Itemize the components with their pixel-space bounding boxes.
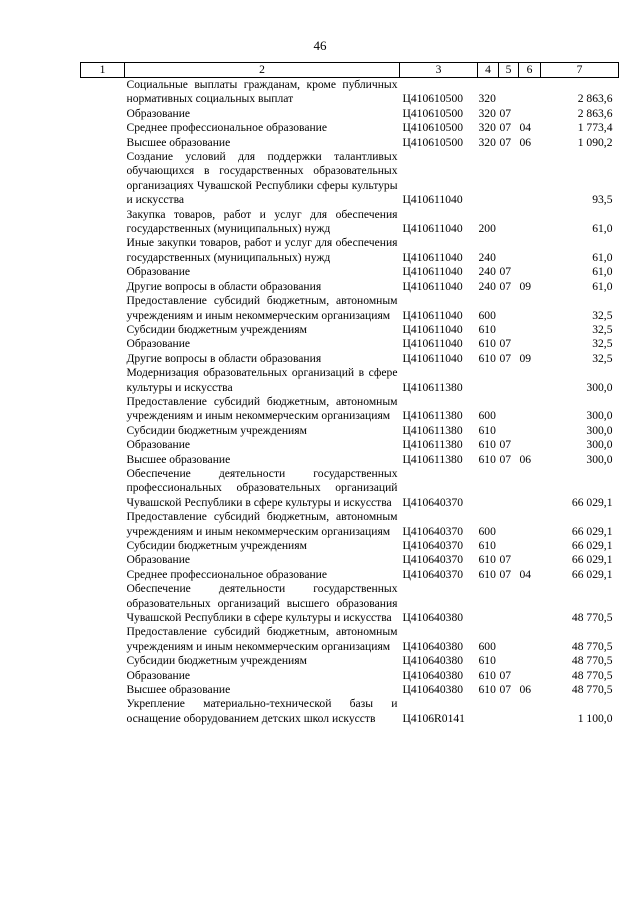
row-section: 07: [499, 553, 512, 567]
table-row: [81, 625, 619, 654]
row-section: [499, 625, 519, 654]
header-col-2: 2: [125, 63, 400, 78]
row-empty-cell: [81, 697, 125, 726]
row-section: 07: [499, 438, 512, 452]
row-amount: 2 863,6: [577, 106, 613, 120]
row-subsection: [519, 323, 541, 337]
row-target-code: Ц410640380: [402, 683, 464, 697]
table-row: [81, 568, 619, 582]
row-name: Высшее образование: [126, 135, 231, 149]
row-section: [499, 294, 519, 323]
row-name: Субсидии бюджетным учреждениям: [126, 322, 307, 336]
row-empty-cell: [81, 553, 125, 567]
row-amount: 66 029,1: [571, 495, 613, 509]
row-target-code: Ц410611040: [402, 322, 463, 336]
row-subsection: [519, 236, 541, 265]
row-subsection: [519, 78, 541, 107]
row-target-code: Ц410611380: [402, 423, 463, 437]
row-expense-type: 600: [478, 409, 496, 423]
row-empty-cell: [81, 654, 125, 668]
row-amount: 48 770,5: [571, 639, 613, 653]
row-empty-cell: [81, 467, 125, 510]
row-section: 07: [499, 265, 512, 279]
row-amount: 66 029,1: [571, 539, 613, 552]
row-name: Создание условий для поддержки талантливых обучающихся в государственных образовательных организациях Чувашской Республики сферы культуры и искусства: [126, 150, 398, 207]
row-section: [499, 467, 519, 510]
row-expense-type: 320: [478, 92, 496, 106]
row-target-code: Ц410611040: [402, 337, 463, 351]
row-target-code: Ц410611040: [402, 265, 463, 279]
table-row: [81, 352, 619, 366]
row-subsection: [519, 539, 541, 553]
row-amount: 32,5: [592, 337, 613, 351]
row-empty-cell: [81, 337, 125, 351]
table-row: [81, 395, 619, 424]
row-name: Модернизация образовательных организаций в сфере культуры и искусства: [126, 366, 398, 394]
row-empty-cell: [81, 395, 125, 424]
row-target-code: Ц410610500: [402, 121, 464, 135]
row-target-code: Ц410640380: [402, 639, 464, 653]
row-empty-cell: [81, 438, 125, 452]
row-expense-type: 610: [478, 351, 496, 365]
row-subsection: 04: [519, 121, 532, 135]
row-expense-type: 610: [478, 668, 496, 682]
table-row: [81, 669, 619, 683]
table-row: [81, 78, 619, 107]
header-col-3: 3: [400, 63, 478, 78]
row-empty-cell: [81, 669, 125, 683]
row-amount: 61,0: [592, 279, 613, 293]
row-amount: 48 770,5: [571, 683, 613, 697]
row-section: [499, 208, 519, 237]
row-name: Субсидии бюджетным учреждениям: [126, 654, 307, 668]
row-section: [499, 424, 519, 438]
row-subsection: [519, 150, 541, 208]
row-amount: 93,5: [592, 193, 613, 207]
table-row: [81, 539, 619, 553]
row-amount: 61,0: [592, 222, 613, 236]
row-subsection: [519, 424, 541, 438]
row-empty-cell: [81, 625, 125, 654]
table-row: [81, 265, 619, 279]
row-empty-cell: [81, 78, 125, 107]
row-amount: 66 029,1: [571, 567, 613, 581]
row-expense-type: 320: [478, 121, 496, 135]
row-section: [499, 582, 519, 625]
page-number: 46: [313, 38, 327, 53]
row-amount: 2 863,6: [577, 92, 613, 106]
row-expense-type: 320: [478, 106, 496, 120]
row-empty-cell: [81, 683, 125, 697]
row-name: Высшее образование: [126, 452, 231, 466]
row-amount: 61,0: [592, 265, 613, 279]
header-col-6: 6: [519, 63, 541, 78]
row-name: Иные закупки товаров, работ и услуг для обеспечения государственных (муниципальных) нужд: [126, 236, 398, 264]
row-section: [499, 366, 519, 395]
row-name: Другие вопросы в области образования: [126, 279, 322, 293]
row-name: Предоставление субсидий бюджетным, автономным учреждениям и иным некоммерческим организациям: [126, 510, 398, 538]
row-target-code: Ц410640370: [402, 539, 464, 552]
row-name: Обеспечение деятельности государственных образовательных организаций высшего образования Чувашской Республики в сфере культуры и искусства: [126, 582, 398, 625]
row-amount: 32,5: [592, 351, 613, 365]
row-subsection: [519, 553, 541, 567]
row-subsection: [519, 208, 541, 237]
row-subsection: [519, 294, 541, 323]
row-subsection: 06: [519, 683, 532, 697]
row-empty-cell: [81, 107, 125, 121]
row-target-code: Ц410611380: [402, 452, 463, 466]
row-subsection: [519, 654, 541, 668]
row-name: Предоставление субсидий бюджетным, автономным учреждениям и иным некоммерческим организациям: [126, 625, 398, 653]
row-section: [499, 654, 519, 668]
row-section: [499, 697, 519, 726]
row-section: [499, 78, 519, 107]
row-amount: 1 773,4: [577, 121, 613, 135]
row-subsection: 06: [519, 135, 532, 149]
row-section: [499, 323, 519, 337]
table-row: [81, 107, 619, 121]
row-section: 07: [499, 121, 512, 135]
row-name: Социальные выплаты гражданам, кроме публичных нормативных социальных выплат: [126, 78, 398, 106]
row-empty-cell: [81, 510, 125, 539]
row-target-code: Ц410640370: [402, 553, 464, 567]
row-name: Образование: [126, 668, 191, 682]
header-col-5: 5: [499, 63, 519, 78]
row-subsection: [519, 107, 541, 121]
row-expense-type: 240: [478, 250, 496, 264]
row-amount: 1 100,0: [577, 711, 613, 725]
table-header-row: [81, 63, 619, 78]
row-section: 07: [499, 668, 512, 682]
row-empty-cell: [81, 136, 125, 150]
row-subsection: [519, 337, 541, 351]
row-section: 07: [499, 135, 512, 149]
table-row: [81, 323, 619, 337]
row-amount: 48 770,5: [571, 611, 613, 625]
row-section: [499, 539, 519, 553]
row-target-code: Ц410611040: [402, 308, 463, 322]
row-name: Среднее профессиональное образование: [126, 121, 328, 135]
row-section: 07: [499, 452, 512, 466]
table-row: [81, 467, 619, 510]
row-target-code: Ц410611380: [402, 409, 463, 423]
row-section: [499, 395, 519, 424]
row-subsection: [519, 265, 541, 279]
row-name: Другие вопросы в области образования: [126, 351, 322, 365]
row-target-code: Ц410611040: [402, 250, 463, 264]
table-row: [81, 654, 619, 668]
row-empty-cell: [81, 265, 125, 279]
row-expense-type: 610: [478, 539, 496, 552]
row-expense-type: 610: [478, 322, 496, 336]
row-empty-cell: [81, 208, 125, 237]
row-target-code: Ц410611380: [402, 380, 463, 394]
row-expense-type: 610: [478, 337, 496, 351]
row-target-code: Ц410640380: [402, 611, 464, 625]
table-row: [81, 236, 619, 265]
row-target-code: Ц410610500: [402, 135, 464, 149]
table-row: [81, 337, 619, 351]
row-subsection: [519, 697, 541, 726]
header-col-4: 4: [478, 63, 499, 78]
row-subsection: 04: [519, 567, 532, 581]
row-amount: 66 029,1: [571, 553, 613, 567]
row-amount: 300,0: [586, 380, 613, 394]
row-subsection: [519, 625, 541, 654]
row-expense-type: 610: [478, 567, 496, 581]
row-expense-type: [478, 582, 499, 625]
row-name: Среднее профессиональное образование: [126, 567, 328, 581]
row-section: 07: [499, 337, 512, 351]
budget-table: [80, 62, 619, 726]
row-target-code: Ц4106R0141: [402, 711, 465, 725]
row-name: Предоставление субсидий бюджетным, автономным учреждениям и иным некоммерческим организациям: [126, 394, 398, 423]
row-target-code: Ц410610500: [402, 92, 464, 106]
table-row: [81, 553, 619, 567]
header-col-7: 7: [541, 63, 619, 78]
row-section: [499, 510, 519, 539]
row-subsection: 09: [519, 351, 532, 365]
row-name: Образование: [126, 553, 191, 567]
row-empty-cell: [81, 453, 125, 467]
row-name: Образование: [126, 438, 191, 452]
row-expense-type: 600: [478, 524, 496, 538]
row-amount: 61,0: [592, 250, 613, 264]
row-empty-cell: [81, 424, 125, 438]
row-empty-cell: [81, 352, 125, 366]
row-name: Образование: [126, 265, 191, 279]
row-target-code: Ц410640380: [402, 654, 464, 668]
row-target-code: Ц410640370: [402, 495, 464, 509]
row-target-code: Ц410611040: [402, 222, 463, 236]
row-subsection: [519, 366, 541, 395]
row-section: 07: [499, 567, 512, 581]
row-expense-type: 320: [478, 135, 496, 149]
table-row: [81, 150, 619, 208]
row-expense-type: 610: [478, 423, 496, 437]
row-section: [499, 236, 519, 265]
row-name: Образование: [126, 337, 191, 351]
row-amount: 300,0: [586, 438, 613, 452]
row-amount: 48 770,5: [571, 654, 613, 668]
row-name: Субсидии бюджетным учреждениям: [126, 423, 307, 437]
row-expense-type: 610: [478, 452, 496, 466]
row-empty-cell: [81, 294, 125, 323]
row-expense-type: 240: [478, 279, 496, 293]
row-target-code: Ц410611040: [402, 193, 463, 207]
row-subsection: [519, 467, 541, 510]
table-row: [81, 424, 619, 438]
row-empty-cell: [81, 323, 125, 337]
table-row: [81, 582, 619, 625]
row-expense-type: 610: [478, 654, 496, 668]
row-expense-type: 200: [478, 222, 496, 236]
row-empty-cell: [81, 236, 125, 265]
table-row: [81, 510, 619, 539]
table-row: [81, 438, 619, 452]
row-subsection: [519, 582, 541, 625]
table-row: [81, 121, 619, 135]
row-amount: 66 029,1: [571, 524, 613, 538]
row-expense-type: 600: [478, 308, 496, 322]
table-body: [81, 78, 619, 727]
table-row: [81, 136, 619, 150]
table-row: [81, 208, 619, 237]
row-expense-type: 610: [478, 438, 496, 452]
row-empty-cell: [81, 366, 125, 395]
table-row: [81, 453, 619, 467]
row-empty-cell: [81, 121, 125, 135]
row-name: Обеспечение деятельности государственных профессиональных образовательных организаций Чувашской Республики в сфере культуры и искусства: [126, 466, 398, 509]
row-expense-type: 600: [478, 639, 496, 653]
row-section: 07: [499, 351, 512, 365]
row-expense-type: [478, 150, 499, 208]
row-empty-cell: [81, 582, 125, 625]
row-subsection: [519, 395, 541, 424]
row-section: 07: [499, 106, 512, 120]
row-subsection: [519, 669, 541, 683]
row-target-code: Ц410611040: [402, 279, 463, 293]
row-name: Закупка товаров, работ и услуг для обеспечения государственных (муниципальных) нужд: [126, 207, 398, 236]
row-amount: 1 090,2: [577, 135, 613, 149]
row-expense-type: [478, 697, 499, 726]
row-amount: 300,0: [586, 452, 613, 466]
row-amount: 32,5: [592, 308, 613, 322]
row-name: Образование: [126, 106, 191, 120]
row-target-code: Ц410611040: [402, 351, 463, 365]
table-row: [81, 280, 619, 294]
row-empty-cell: [81, 539, 125, 553]
row-amount: 32,5: [592, 322, 613, 336]
row-amount: 300,0: [586, 409, 613, 423]
row-amount: 300,0: [586, 423, 613, 437]
row-target-code: Ц410640370: [402, 567, 464, 581]
row-expense-type: 610: [478, 553, 496, 567]
row-name: Предоставление субсидий бюджетным, автономным учреждениям и иным некоммерческим организациям: [126, 294, 398, 322]
row-expense-type: 240: [478, 265, 496, 279]
row-amount: 48 770,5: [571, 668, 613, 682]
row-name: Укрепление материально-технической базы и оснащение оборудованием детских школ искусств: [126, 697, 398, 725]
table-row: [81, 366, 619, 395]
row-section: [499, 150, 519, 208]
row-expense-type: [478, 467, 499, 510]
row-empty-cell: [81, 568, 125, 582]
row-name: Субсидии бюджетным учреждениям: [126, 539, 307, 552]
row-target-code: Ц410640370: [402, 524, 464, 538]
table-row: [81, 683, 619, 697]
row-expense-type: [478, 366, 499, 395]
row-target-code: Ц410610500: [402, 106, 464, 120]
header-col-1: 1: [81, 63, 125, 78]
row-section: 07: [499, 279, 512, 293]
row-empty-cell: [81, 280, 125, 294]
table-row: [81, 294, 619, 323]
row-target-code: Ц410640380: [402, 668, 464, 682]
row-section: 07: [499, 683, 512, 697]
row-subsection: 06: [519, 452, 532, 466]
row-subsection: [519, 438, 541, 452]
row-empty-cell: [81, 150, 125, 208]
row-expense-type: 610: [478, 683, 496, 697]
row-subsection: [519, 510, 541, 539]
row-name: Высшее образование: [126, 683, 231, 697]
row-subsection: 09: [519, 279, 532, 293]
row-target-code: Ц410611380: [402, 438, 463, 452]
table-row: [81, 697, 619, 726]
